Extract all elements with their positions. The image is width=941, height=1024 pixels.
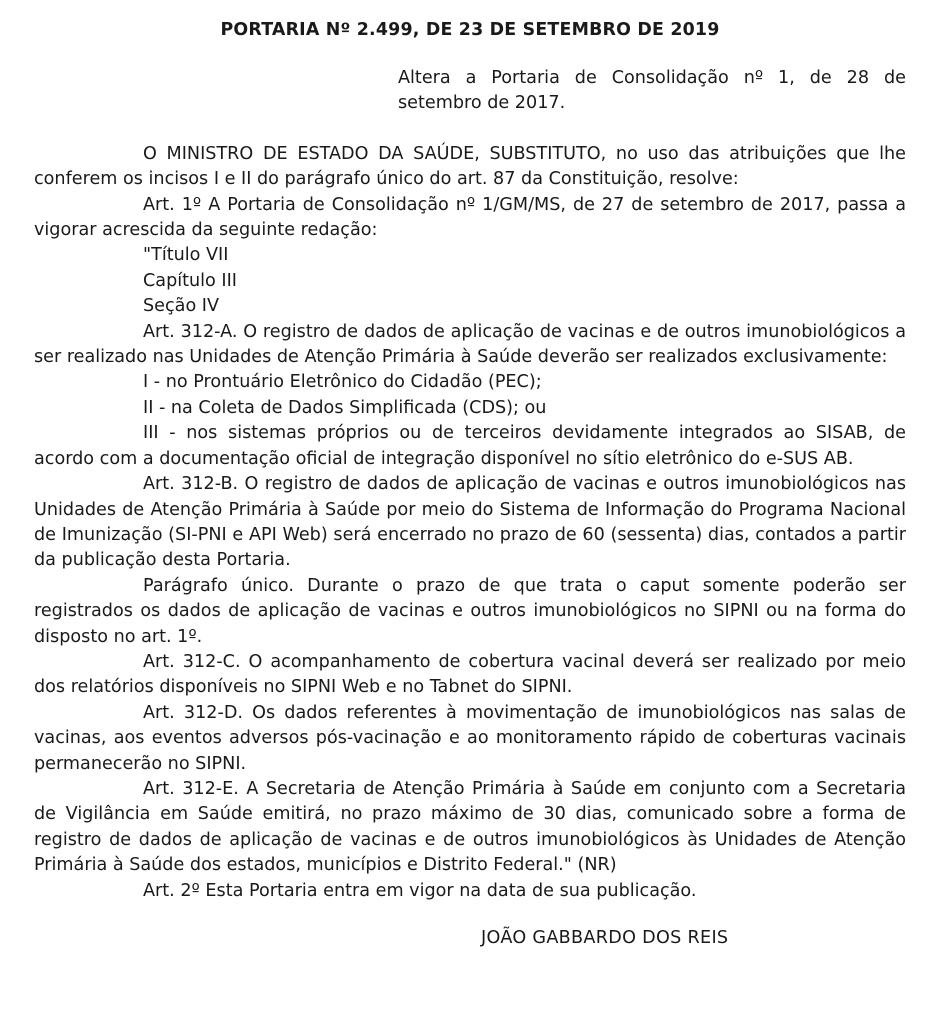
ementa: Altera a Portaria de Consolidação nº 1, de 28 de setembro de 2017. <box>398 68 906 114</box>
article-312a-paragraph: Art. 312-A. O registro de dados de aplicação de vacinas e de outros imunobiológicos a ser realizado nas Unidades de Atenção Primária à Saúde deverão ser realizados exclusivamente: <box>34 321 906 368</box>
inciso-3: III - nos sistemas próprios ou de terceiros devidamente integrados ao SISAB, de acordo com a documentação oficial de integração disponível no sítio eletrônico do e-SUS AB. <box>34 423 906 469</box>
article-1-paragraph: Art. 1º A Portaria de Consolidação nº 1/GM/MS, de 27 de setembro de 2017, passa a vigorar acrescida da seguinte redação: <box>34 194 906 241</box>
article-312b-paragraph: Art. 312-B. O registro de dados de aplicação de vacinas e outros imunobiológicos nas Unidades de Atenção Primária à Saúde por meio do Sistema de Informação do Programa Nacional de Imunização (SI-PNI e API Web) será encerrado no prazo de 60 (sessenta) dias, contados a partir da publicação desta Portaria. <box>34 474 906 571</box>
inciso-1: I - no Prontuário Eletrônico do Cidadão (PEC); <box>143 372 542 393</box>
preambulo-paragraph: O MINISTRO DE ESTADO DA SAÚDE, SUBSTITUTO, no uso das atribuições que lhe conferem os incisos I e II do parágrafo único do art. 87 da Constituição, resolve: <box>34 143 906 190</box>
document-title: PORTARIA Nº 2.499, DE 23 DE SETEMBRO DE 2019 <box>220 20 720 40</box>
titulo-heading: "Título VII <box>143 245 229 266</box>
secao-heading: Seção IV <box>143 296 220 317</box>
article-312e-paragraph: Art. 312-E. A Secretaria de Atenção Primária à Saúde em conjunto com a Secretaria de Vigilância em Saúde emitirá, no prazo máximo de 30 dias, comunicado sobre a forma de registro de dados de aplicação de vacinas e de outros imunobiológicos às Unidades de Atenção Primária à Saúde dos estados, municípios e Distrito Federal." (NR) <box>34 778 906 876</box>
inciso-2: II - na Coleta de Dados Simplificada (CDS); ou <box>143 397 547 418</box>
paragrafo-unico: Parágrafo único. Durante o prazo de que trata o caput somente poderão ser registrados os dados de aplicação de vacinas e outros imunobiológicos no SIPNI ou na forma do disposto no art. 1º. <box>34 575 906 647</box>
article-2-paragraph: Art. 2º Esta Portaria entra em vigor na data de sua publicação. <box>143 880 697 901</box>
signature: JOÃO GABBARDO DOS REIS <box>481 928 729 948</box>
article-312d-paragraph: Art. 312-D. Os dados referentes à movimentação de imunobiológicos nas salas de vacinas, aos eventos adversos pós-vacinação e ao monitoramento rápido de coberturas vacinais permanecerão no SIPNI. <box>34 702 906 774</box>
capitulo-heading: Capítulo III <box>143 270 237 291</box>
document-page <box>34 16 906 951</box>
article-312c-paragraph: Art. 312-C. O acompanhamento de cobertura vacinal deverá ser realizado por meio dos relatórios disponíveis no SIPNI Web e no Tabnet do SIPNI. <box>34 651 906 698</box>
